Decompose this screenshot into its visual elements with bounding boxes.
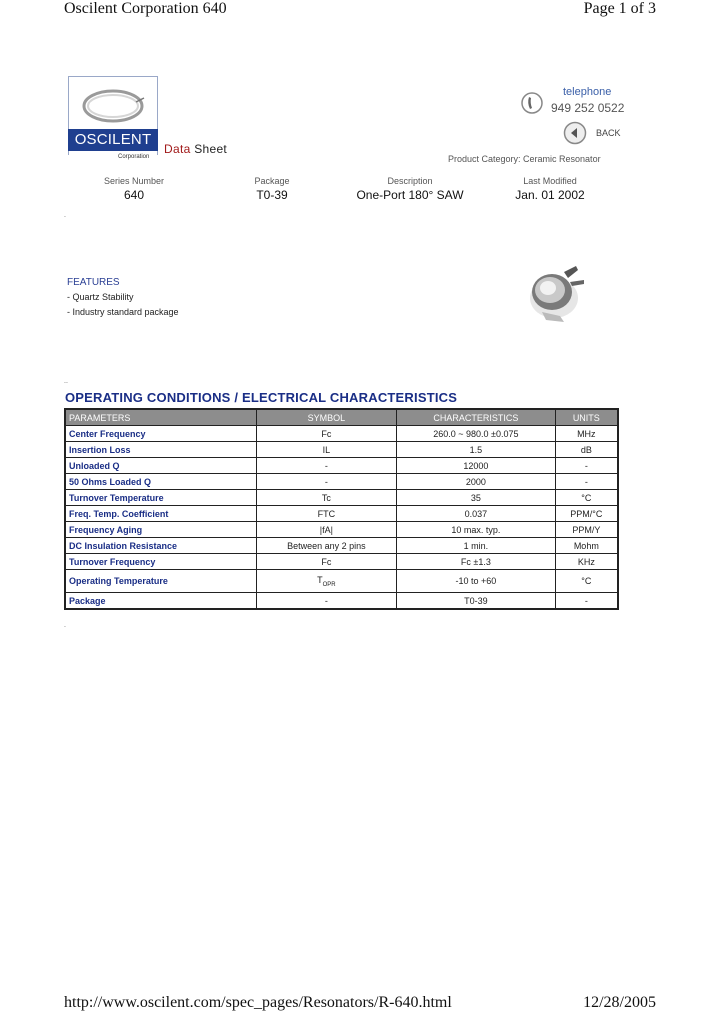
characteristics-cell: 12000	[397, 458, 556, 474]
page-number: Page 1 of 3	[583, 0, 656, 17]
electrical-characteristics-table	[64, 408, 619, 610]
header-characteristics: CHARACTERISTICS	[397, 409, 556, 426]
characteristics-cell: 260.0 ~ 980.0 ±0.075	[397, 426, 556, 442]
units-cell: dB	[555, 442, 618, 458]
parameter-cell: Operating Temperature	[65, 570, 256, 593]
last-modified-value: Jan. 01 2002	[515, 188, 585, 202]
units-cell: PPM/Y	[555, 522, 618, 538]
parameter-cell: Turnover Frequency	[65, 554, 256, 570]
symbol-cell: FTC	[256, 506, 396, 522]
characteristics-cell: 35	[397, 490, 556, 506]
characteristics-cell: 2000	[397, 474, 556, 490]
features-title: FEATURES	[67, 277, 120, 288]
characteristics-cell: T0-39	[397, 593, 556, 610]
dot-mark: ..	[64, 378, 68, 385]
header-parameters: PARAMETERS	[65, 409, 256, 426]
data-sheet-title	[164, 142, 227, 156]
print-date: 12/28/2005	[583, 994, 656, 1011]
table-row	[65, 570, 618, 593]
package-value: T0-39	[256, 188, 288, 202]
table-header-row	[65, 409, 618, 426]
last-modified-label: Last Modified	[523, 176, 577, 186]
header-symbol: SYMBOL	[256, 409, 396, 426]
oscilent-logo[interactable]	[68, 76, 158, 160]
back-arrow-icon[interactable]	[563, 121, 587, 145]
to39-package-image	[524, 258, 588, 326]
package-label: Package	[254, 176, 290, 186]
symbol-cell: IL	[256, 442, 396, 458]
parameter-cell: 50 Ohms Loaded Q	[65, 474, 256, 490]
symbol-cell: -	[256, 474, 396, 490]
back-link[interactable]: BACK	[596, 128, 621, 138]
symbol-cell: Fc	[256, 426, 396, 442]
parameter-cell: Freq. Temp. Coefficient	[65, 506, 256, 522]
characteristics-cell: Fc ±1.3	[397, 554, 556, 570]
ring-icon	[80, 86, 146, 126]
table-row	[65, 554, 618, 570]
units-cell: KHz	[555, 554, 618, 570]
dot-mark: .	[64, 622, 66, 629]
parameter-cell: Unloaded Q	[65, 458, 256, 474]
description-label: Description	[387, 176, 433, 186]
product-category: Product Category: Ceramic Resonator	[448, 154, 601, 164]
characteristics-cell: 1 min.	[397, 538, 556, 554]
characteristics-cell: 0.037	[397, 506, 556, 522]
parameter-cell: Package	[65, 593, 256, 610]
units-cell: °C	[555, 570, 618, 593]
parameter-cell: Turnover Temperature	[65, 490, 256, 506]
logo-subtitle: Corporation	[118, 154, 150, 160]
feature-item: - Industry standard package	[67, 307, 179, 317]
telephone-icon	[521, 90, 543, 116]
symbol-cell: |fA|	[256, 522, 396, 538]
feature-item: - Quartz Stability	[67, 292, 134, 302]
page-url[interactable]: http://www.oscilent.com/spec_pages/Resonators/R-640.html	[64, 994, 452, 1011]
parameter-cell: DC Insulation Resistance	[65, 538, 256, 554]
series-number-value: 640	[123, 188, 145, 202]
logo-wordmark: OSCILENT	[68, 129, 158, 151]
symbol-subscript: OPR	[322, 581, 336, 588]
table-row	[65, 426, 618, 442]
series-number-label: Series Number	[103, 176, 165, 186]
units-cell: MHz	[555, 426, 618, 442]
table-row	[65, 538, 618, 554]
header-units: UNITS	[555, 409, 618, 426]
symbol-cell: Between any 2 pins	[256, 538, 396, 554]
description-value: One-Port 180° SAW	[356, 188, 464, 202]
parameter-cell: Center Frequency	[65, 426, 256, 442]
characteristics-cell: -10 to +60	[397, 570, 556, 593]
units-cell: Mohm	[555, 538, 618, 554]
page-header-title: Oscilent Corporation 640	[64, 0, 227, 17]
units-cell: -	[555, 593, 618, 610]
symbol-cell: -	[256, 593, 396, 610]
table-row	[65, 506, 618, 522]
symbol-cell: -	[256, 458, 396, 474]
telephone-label: telephone	[563, 86, 612, 98]
symbol-main: T	[317, 574, 323, 585]
parameter-cell: Frequency Aging	[65, 522, 256, 538]
symbol-cell	[256, 570, 396, 593]
table-row	[65, 490, 618, 506]
telephone-number[interactable]: 949 252 0522	[551, 101, 625, 115]
units-cell: -	[555, 474, 618, 490]
table-row	[65, 442, 618, 458]
table-row	[65, 458, 618, 474]
units-cell: PPM/°C	[555, 506, 618, 522]
section-title: OPERATING CONDITIONS / ELECTRICAL CHARACTERISTICS	[65, 390, 458, 405]
units-cell: °C	[555, 490, 618, 506]
characteristics-cell: 10 max. typ.	[397, 522, 556, 538]
characteristics-cell: 1.5	[397, 442, 556, 458]
symbol-cell: Fc	[256, 554, 396, 570]
data-sheet-word-2: Sheet	[194, 142, 228, 156]
data-sheet-word-1: Data	[164, 142, 191, 156]
symbol-cell: Tc	[256, 490, 396, 506]
parameter-cell: Insertion Loss	[65, 442, 256, 458]
table-row	[65, 593, 618, 610]
table-row	[65, 522, 618, 538]
dot-mark: .	[64, 212, 66, 219]
units-cell: -	[555, 458, 618, 474]
table-row	[65, 474, 618, 490]
